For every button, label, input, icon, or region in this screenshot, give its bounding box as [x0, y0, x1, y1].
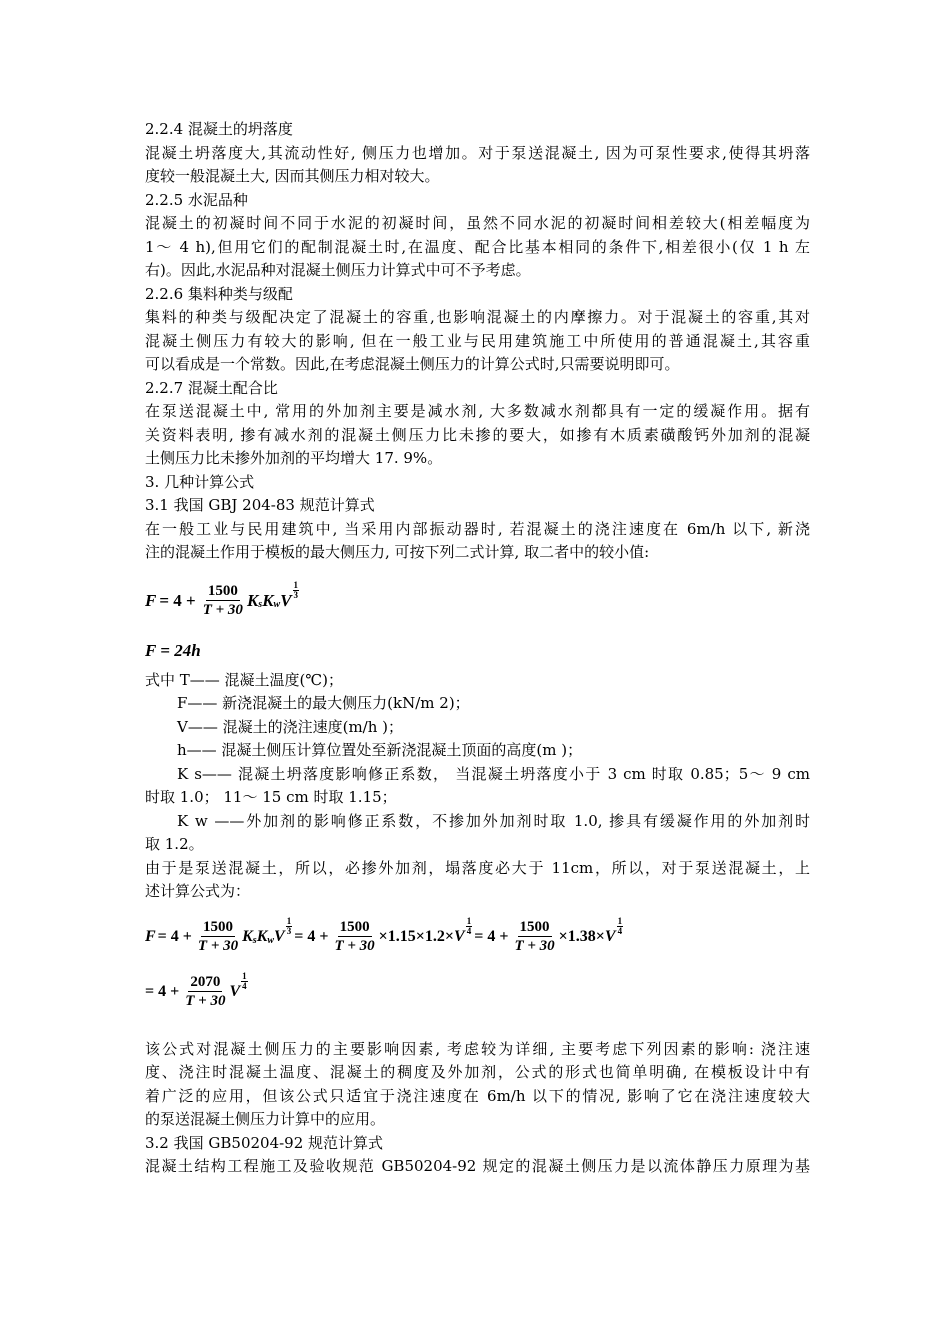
formula-symbol: F — [145, 927, 156, 945]
paragraph-line: 1～ 4 h),但用它们的配制混凝土时,在温度、配合比基本相同的条件下,相差很小(仅 1 h 左 — [145, 237, 810, 256]
section-heading-2-2-7: 2.2.7 混凝土配合比 — [145, 378, 278, 397]
formula-multiplier: ×1.38× — [558, 927, 605, 945]
definition-line: h—— 混凝土侧压计算位置处至新浇混凝土顶面的高度(m )； — [177, 741, 583, 759]
exponent-denominator: 4 — [617, 926, 623, 936]
section-heading-2-2-4: 2.2.4 混凝土的坍落度 — [145, 120, 293, 138]
formula-subscript: w — [267, 935, 275, 946]
fraction-denominator: T + 30 — [185, 993, 226, 1009]
definition-line: K w ——外加剂的影响修正系数，不掺加外加剂时取 1.0, 掺具有缓凝作用的外加剂时 — [177, 811, 810, 830]
formula-exponent — [293, 581, 300, 600]
formula-exponent — [466, 917, 473, 936]
section-heading-2-2-5: 2.2.5 水泥品种 — [145, 190, 248, 209]
formula-exponent — [241, 972, 248, 991]
document-page — [145, 118, 810, 1179]
formula-symbol: V — [229, 982, 241, 1000]
formula-symbol: V — [454, 927, 465, 945]
formula-exponent — [617, 917, 624, 936]
fraction-numerator: 1500 — [207, 583, 238, 599]
paragraph-line: 度较一般混凝土大, 因而其侧压力相对较大。 — [145, 167, 440, 185]
formula-subscript: w — [273, 599, 281, 610]
definition-line: 式中 T—— 混凝土温度(℃)； — [145, 670, 344, 689]
formula-1 — [145, 571, 810, 631]
definition-line: 取 1.2。 — [145, 835, 204, 853]
formula-symbol: V — [604, 927, 616, 945]
formula-symbol: K — [242, 927, 253, 945]
exponent-numerator: 1 — [242, 971, 247, 981]
formula-symbol: K — [256, 927, 268, 945]
formula-symbol: F — [145, 590, 157, 610]
paragraph-line: 的泵送混凝土侧压力计算中的应用。 — [145, 1110, 386, 1128]
paragraph-line: 混凝土结构工程施工及验收规范 GB50204-92 规定的混凝土侧压力是以流体静压力原理为基 — [145, 1157, 810, 1175]
fraction-denominator: T + 30 — [514, 938, 555, 954]
fraction-denominator: T + 30 — [202, 602, 243, 618]
section-heading-3: 3. 几种计算公式 — [145, 472, 255, 491]
section-heading-3-2: 3.2 我国 GB50204-92 规范计算式 — [145, 1133, 384, 1152]
paragraph-line: 集料的种类与级配决定了混凝土的容重,也影响混凝土的内摩擦力。对于混凝土的容重,其对 — [145, 308, 810, 326]
formula-operator: = 4 + — [157, 927, 192, 945]
exponent-denominator: 4 — [242, 981, 247, 991]
fraction-numerator: 1500 — [203, 919, 234, 935]
formula-2 — [145, 633, 810, 669]
definition-line: F—— 新浇混凝土的最大侧压力(kN/m 2)； — [177, 694, 470, 712]
formula-fraction — [201, 582, 245, 619]
paragraph-line: 混凝土的初凝时间不同于水泥的初凝时间，虽然不同水泥的初凝时间相差较大(相差幅度为 — [145, 214, 810, 232]
formula-text: F = 24h — [145, 640, 201, 660]
formula-symbol: K — [246, 590, 259, 610]
exponent-numerator: 1 — [293, 580, 299, 590]
paragraph-line: 由于是泵送混凝土，所以，必掺外加剂，塌落度必大于 11cm，所以，对于泵送混凝土，上 — [145, 858, 810, 877]
exponent-denominator: 3 — [286, 926, 292, 936]
paragraph-line: 度、浇注时混凝土温度、混凝土的稠度及外加剂，公式的形式也简单明确, 在模板设计中有 — [145, 1063, 810, 1081]
fraction-numerator: 1500 — [519, 919, 550, 935]
exponent-denominator: 3 — [293, 590, 299, 600]
paragraph-line: 右)。因此,水泥品种对混凝土侧压力计算式中可不予考虑。 — [145, 261, 531, 279]
definition-line: 时取 1.0； 11～ 15 cm 时取 1.15； — [145, 788, 397, 806]
section-heading-2-2-6: 2.2.6 集料种类与级配 — [145, 284, 293, 303]
definition-line: V—— 混凝土的浇注速度(m/h )； — [177, 717, 404, 736]
paragraph-line: 述计算公式为： — [145, 882, 251, 900]
exponent-denominator: 4 — [466, 926, 472, 936]
fraction-numerator: 1500 — [339, 919, 370, 935]
paragraph-line: 注的混凝土作用于模板的最大侧压力, 可按下列二式计算, 取二者中的较小值: — [145, 543, 650, 561]
fraction-denominator: T + 30 — [334, 938, 375, 954]
exponent-numerator: 1 — [286, 916, 292, 926]
formula-operator: = 4 + — [159, 590, 196, 610]
paragraph-line: 该公式对混凝土侧压力的主要影响因素, 考虑较为详细, 主要考虑下列因素的影响: 浇注速 — [145, 1039, 810, 1058]
formula-symbol: K — [262, 590, 274, 610]
formula-operator: = 4 + — [145, 982, 180, 1000]
formula-fraction — [183, 973, 227, 1010]
paragraph-line: 关资料表明, 掺有减水剂的混凝土侧压力比未掺的要大，如掺有木质素磺酸钙外加剂的混凝 — [145, 425, 810, 444]
paragraph-line: 在泵送混凝土中, 常用的外加剂主要是减水剂, 大多数减水剂都具有一定的缓凝作用。据有 — [145, 402, 810, 420]
formula-multiplier: ×1.15×1.2× — [378, 927, 455, 945]
exponent-numerator: 1 — [617, 916, 623, 926]
formula-fraction — [512, 918, 556, 955]
formula-4 — [145, 966, 810, 1018]
formula-symbol: V — [280, 590, 292, 610]
formula-3 — [145, 908, 810, 966]
formula-symbol: V — [274, 927, 285, 945]
paragraph-line: 在一般工业与民用建筑中, 当采用内部振动器时, 若混凝土的浇注速度在 6m/h 以下, 新浇 — [145, 519, 810, 538]
formula-subscript: s — [258, 599, 263, 610]
section-heading-3-1: 3.1 我国 GBJ 204-83 规范计算式 — [145, 496, 375, 514]
formula-exponent — [286, 917, 293, 936]
formula-operator: = 4 + — [474, 927, 509, 945]
fraction-denominator: T + 30 — [197, 938, 239, 954]
formula-fraction — [332, 918, 376, 955]
paragraph-line: 可以看成是一个常数。因此,在考虑混凝土侧压力的计算公式时,只需要说明即可。 — [145, 355, 680, 373]
paragraph-line: 混凝土坍落度大,其流动性好, 侧压力也增加。对于泵送混凝土, 因为可泵性要求,使得其坍落 — [145, 143, 810, 162]
formula-operator: = 4 + — [294, 927, 329, 945]
definition-line: K s—— 混凝土坍落度影响修正系数， 当混凝土坍落度小于 3 cm 时取 0.85；5～ 9 cm — [177, 764, 810, 783]
paragraph-line: 着广泛的应用，但该公式只适宜于浇注速度在 6m/h 以下的情况, 影响了它在浇注速度较大 — [145, 1086, 810, 1105]
formula-subscript: s — [252, 935, 257, 946]
exponent-numerator: 1 — [466, 916, 472, 926]
fraction-numerator: 2070 — [190, 974, 221, 990]
paragraph-line: 混凝土侧压力有较大的影响, 但在一般工业与民用建筑施工中所使用的普通混凝土,其容重 — [145, 331, 810, 350]
paragraph-line: 土侧压力比未掺外加剂的平均增大 17. 9%。 — [145, 449, 443, 467]
formula-fraction — [196, 918, 240, 955]
